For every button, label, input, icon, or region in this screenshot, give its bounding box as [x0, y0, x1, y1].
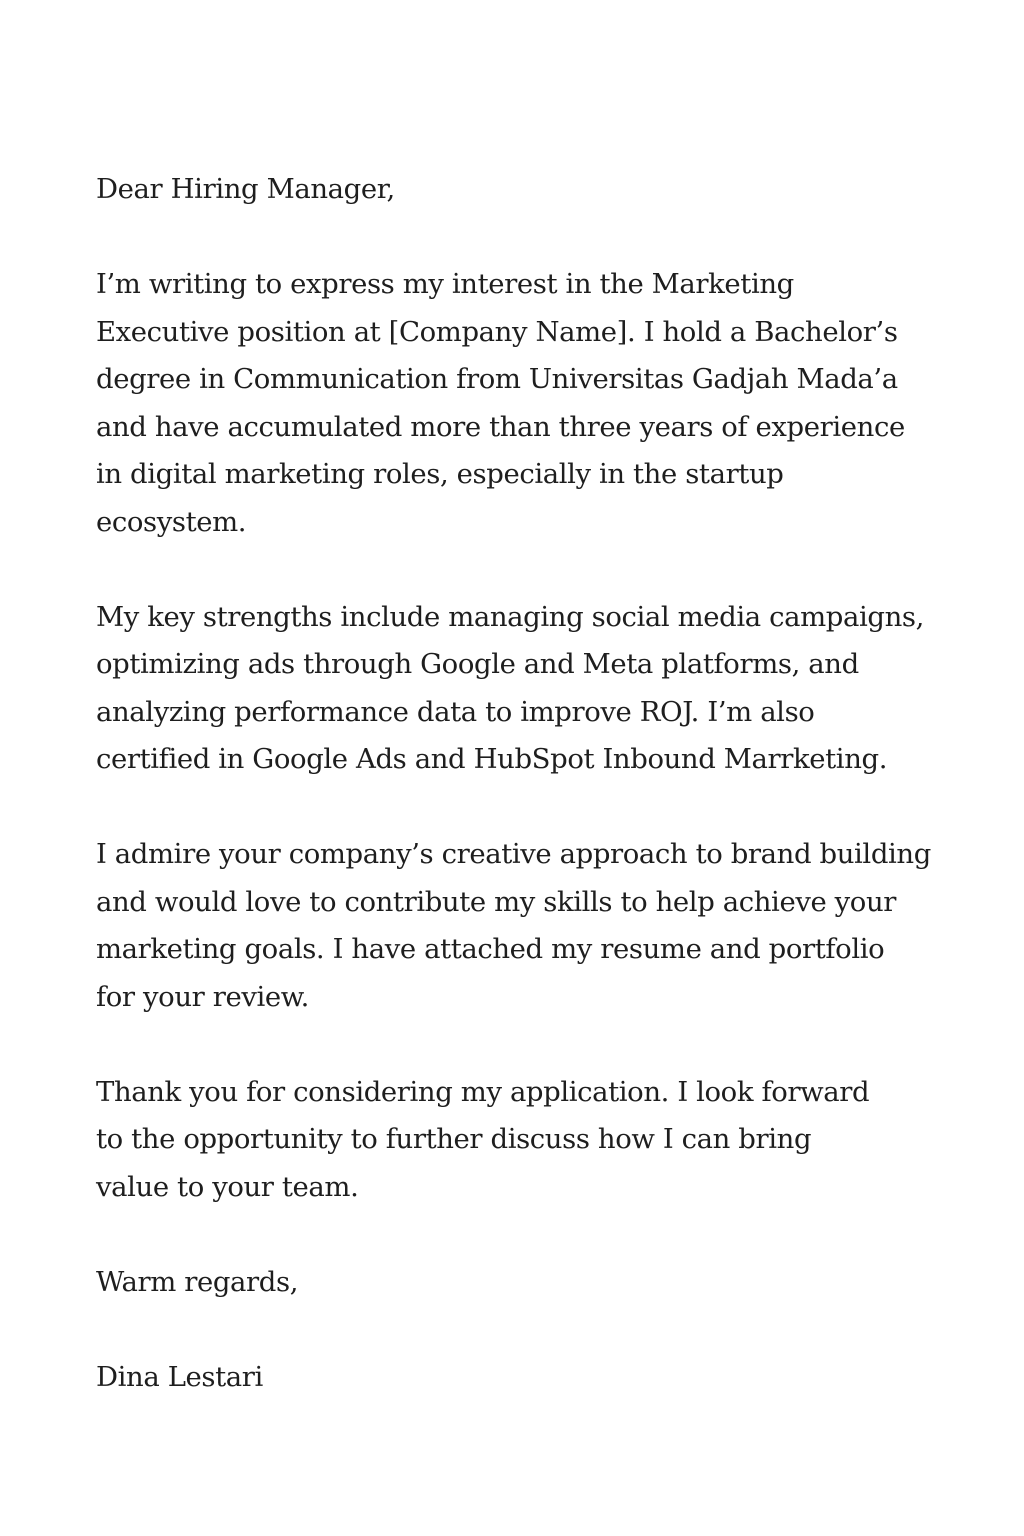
paragraph-line: degree in Communication from Universitas Gadjah Mada’a	[96, 363, 898, 395]
paragraph-line: I’m writing to express my interest in the Marketing	[96, 268, 794, 300]
cover-letter	[96, 166, 976, 1401]
paragraph-line: My key strengths include managing social media campaigns,	[96, 600, 924, 633]
paragraph-line: and have accumulated more than three years of experience	[96, 410, 905, 443]
paragraph-motivation	[96, 831, 976, 1021]
paragraph-line: analyzing performance data to improve ROJ. I’m also	[96, 695, 815, 728]
paragraph-intro	[96, 261, 976, 546]
paragraph-line: for your review.	[96, 980, 309, 1013]
paragraph-line: ecosystem.	[96, 505, 247, 538]
paragraph-line: in digital marketing roles, especially in the startup	[96, 458, 784, 490]
paragraph-line: Executive position at [Company Name]. I hold a Bachelor’s	[96, 315, 898, 348]
closing: Warm regards,	[96, 1265, 299, 1298]
paragraph-line: to the opportunity to further discuss how I can bring	[96, 1123, 812, 1155]
paragraph-line: Thank you for considering my application. I look forward	[96, 1075, 870, 1108]
paragraph-strengths	[96, 594, 976, 784]
paragraph-gap	[96, 1306, 976, 1354]
paragraph-line: certified in Google Ads and HubSpot Inbound Marrketing.	[96, 743, 888, 775]
paragraph-line: optimizing ads through Google and Meta platforms, and	[96, 648, 859, 680]
paragraph-line: and would love to contribute my skills to help achieve your	[96, 885, 897, 918]
paragraph-gap	[96, 546, 976, 594]
paragraph-gap	[96, 1211, 976, 1259]
paragraph-line: marketing goals. I have attached my resume and portfolio	[96, 933, 885, 965]
paragraph-gap	[96, 784, 976, 832]
paragraph-line: I admire your company’s creative approach to brand building	[96, 838, 931, 870]
paragraph-line: value to your team.	[96, 1170, 359, 1203]
paragraph-gap	[96, 214, 976, 262]
signature-name: Dina Lestari	[96, 1360, 263, 1393]
salutation: Dear Hiring Manager,	[96, 173, 395, 205]
paragraph-thanks	[96, 1069, 976, 1212]
paragraph-gap	[96, 1021, 976, 1069]
